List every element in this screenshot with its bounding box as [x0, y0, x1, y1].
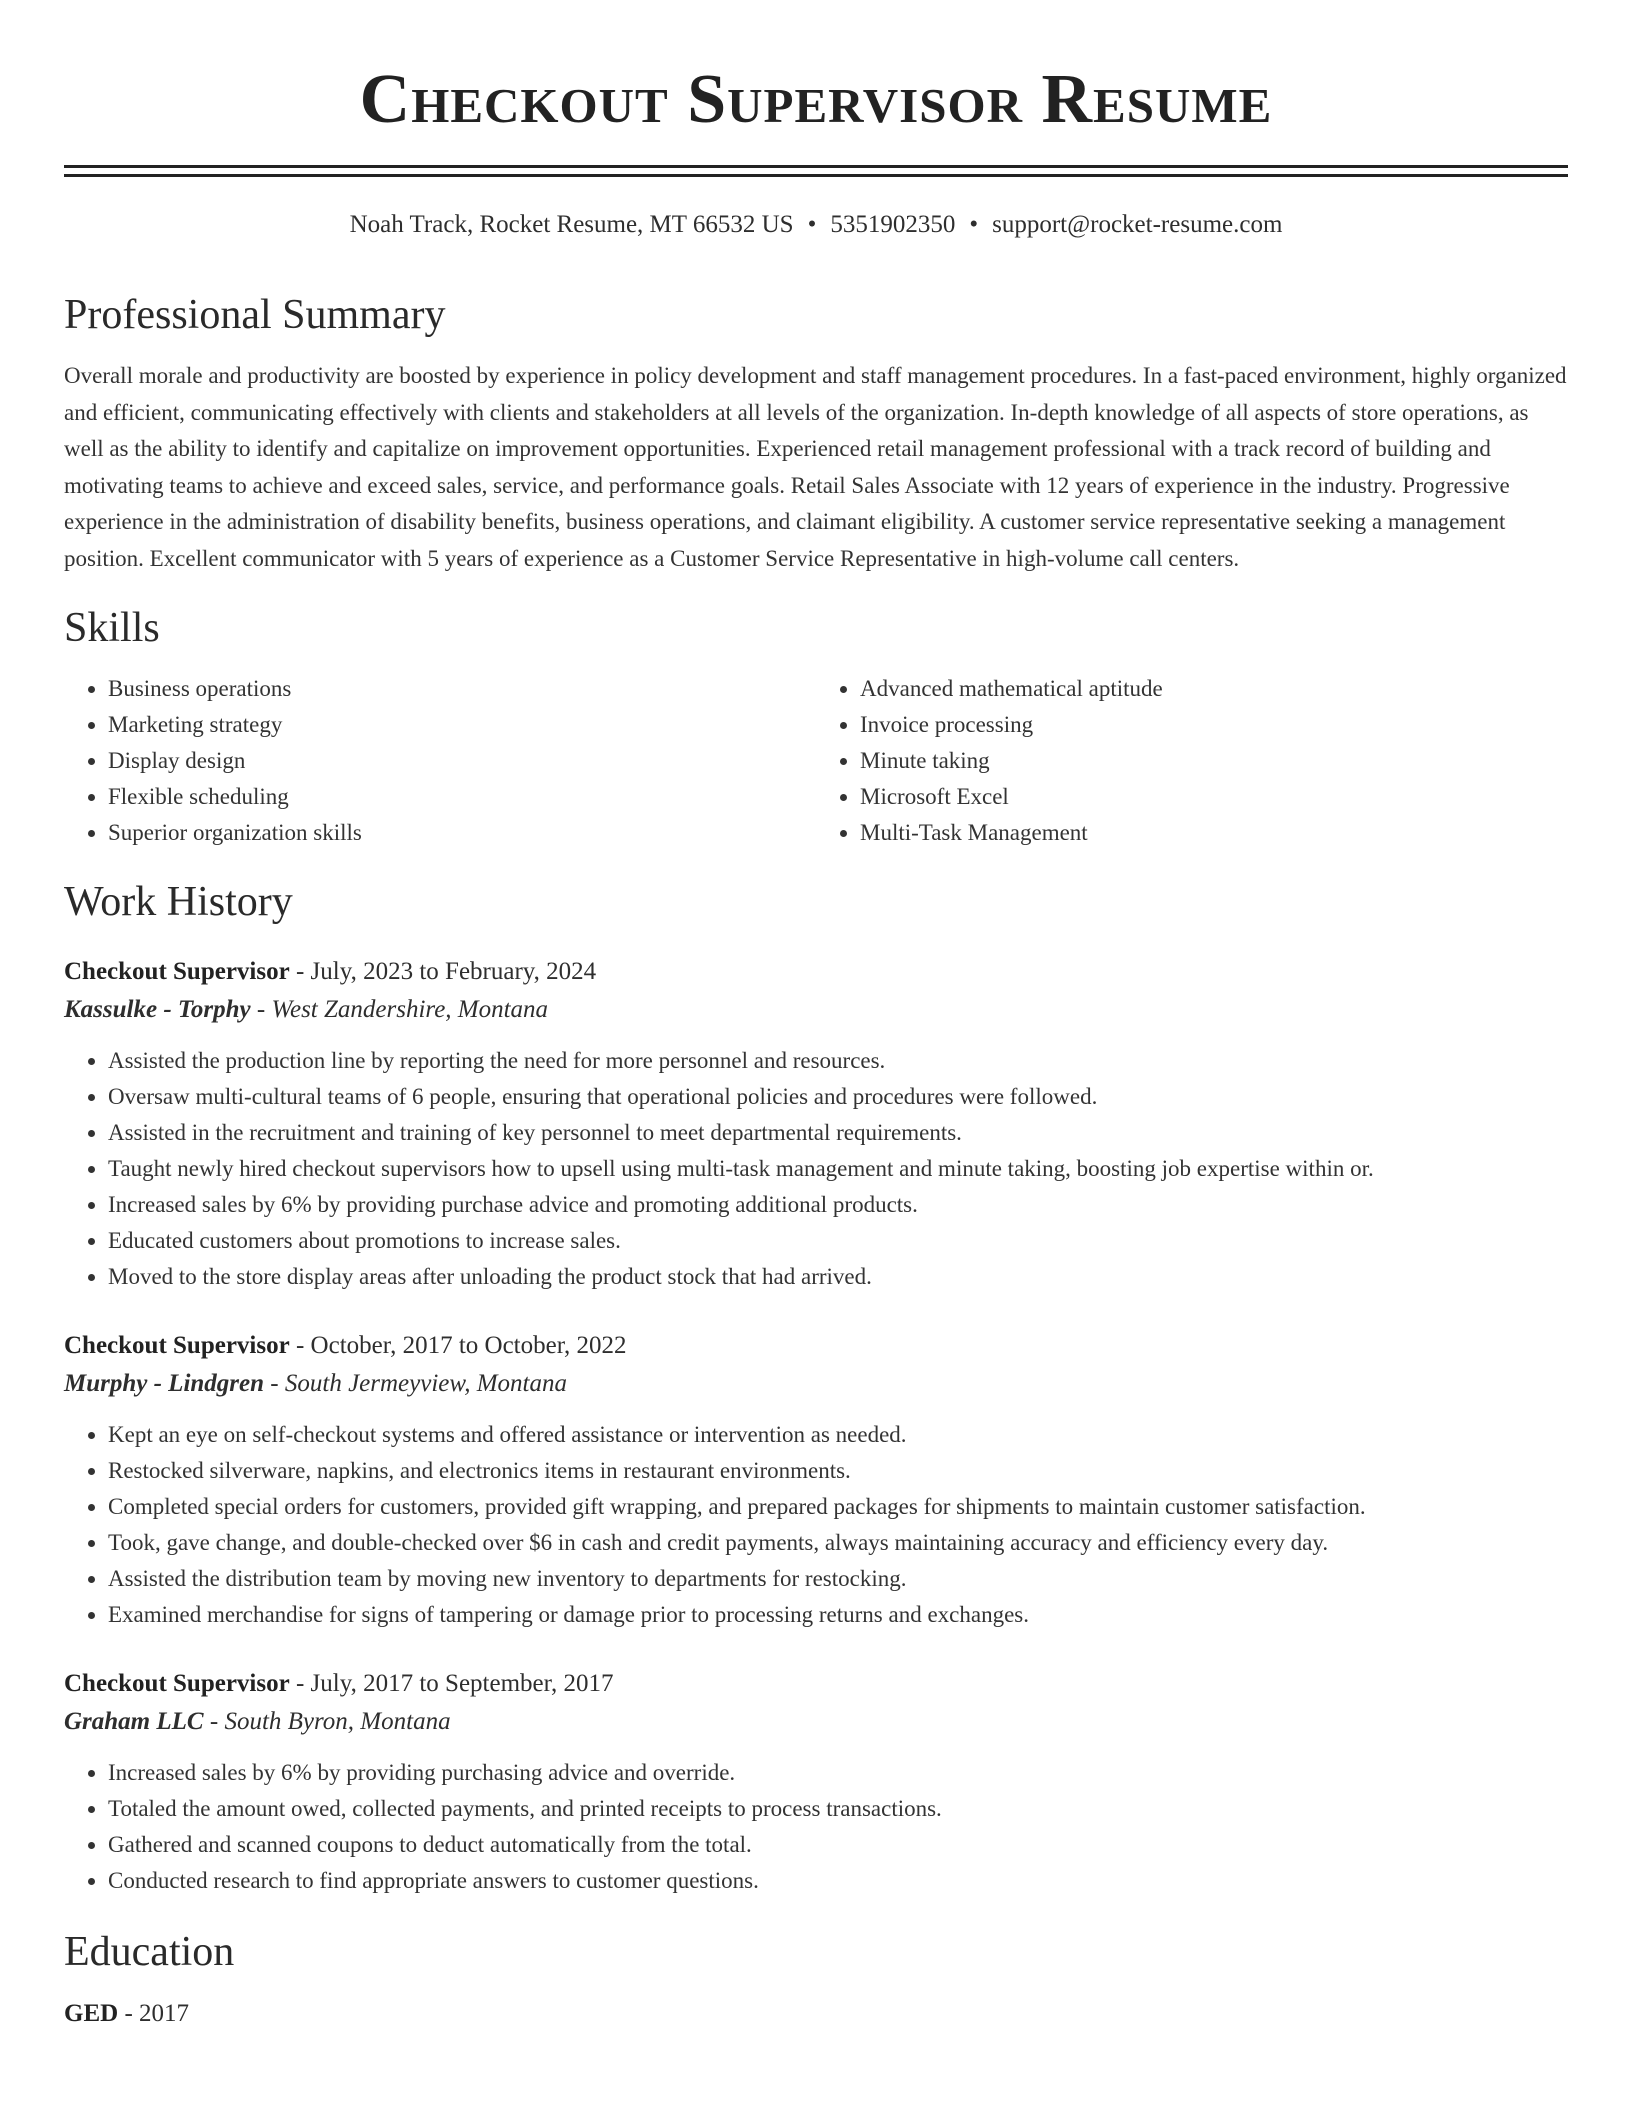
summary-heading: Professional Summary: [64, 292, 446, 338]
resume-page: [64, 0, 1568, 2033]
skill-item: • Advanced mathematical aptitude: [860, 671, 1568, 707]
job-entry: [64, 1665, 1568, 1899]
skill-item: • Superior organization skills: [108, 815, 816, 851]
duty-item: • Gathered and scanned coupons to deduct automatically from the total.: [108, 1827, 1568, 1863]
job-entry: [64, 953, 1568, 1295]
duty-item: • Examined merchandise for signs of tampering or damage prior to processing returns and exchanges.: [108, 1597, 1568, 1633]
skill-item: • Microsoft Excel: [860, 779, 1568, 815]
skills-columns: [64, 671, 1568, 851]
skill-item: • Minute taking: [860, 743, 1568, 779]
job-company: Graham LLC: [64, 1708, 204, 1735]
duty-item: • Assisted the distribution team by moving new inventory to departments for restocking.: [108, 1561, 1568, 1597]
title-divider-top: [64, 165, 1568, 168]
duty-item: • Took, gave change, and double-checked over $6 in cash and credit payments, always maintaining accuracy and efficiency every day.: [108, 1525, 1568, 1561]
job-dash: -: [250, 996, 272, 1023]
duty-item: • Assisted in the recruitment and training of key personnel to meet departmental requirements.: [108, 1115, 1568, 1151]
skill-item: • Flexible scheduling: [108, 779, 816, 815]
duty-item: • Educated customers about promotions to increase sales.: [108, 1223, 1568, 1259]
education-degree: GED: [64, 2000, 119, 2027]
job-dates: October, 2017 to October, 2022: [310, 1332, 627, 1359]
contact-line: [64, 210, 1568, 240]
job-duties: [64, 1417, 1568, 1633]
job-dates: July, 2017 to September, 2017: [310, 1670, 614, 1697]
contact-address: Noah Track, Rocket Resume, MT 66532 US: [349, 211, 794, 238]
job-company: Murphy - Lindgren: [64, 1370, 265, 1397]
job-employer: [64, 991, 1568, 1029]
skill-item: • Marketing strategy: [108, 707, 816, 743]
job-dash: -: [203, 1708, 225, 1735]
skill-item: • Business operations: [108, 671, 816, 707]
duty-item: • Oversaw multi-cultural teams of 6 people, ensuring that operational policies and procedures were followed.: [108, 1079, 1568, 1115]
education-entry: [64, 1995, 1568, 2033]
contact-phone: 5351902350: [830, 211, 956, 238]
job-dash: -: [289, 1332, 311, 1359]
duty-item: • Increased sales by 6% by providing purchase advice and promoting additional products.: [108, 1187, 1568, 1223]
contact-separator: •: [807, 211, 817, 238]
duty-item: • Totaled the amount owed, collected payments, and printed receipts to process transactions.: [108, 1791, 1568, 1827]
skill-item: • Display design: [108, 743, 816, 779]
job-location: South Byron, Montana: [224, 1708, 451, 1735]
duty-item: • Kept an eye on self-checkout systems and offered assistance or intervention as needed.: [108, 1417, 1568, 1453]
summary-text: Overall morale and productivity are boosted by experience in policy development and staff management procedures. In a fast-paced environment, highly organized and efficient, communicating effectively with clients and stakeholders at all levels of the organization. In-depth knowledge of all aspects of store operations, as well as the ability to identify and capitalize on improvement opportunities. Experienced retail management professional with a track record of building and motivating teams to achieve and exceed sales, service, and performance goals. Retail Sales Associate with 12 years of experience in the industry. Progressive experience in the administration of disability benefits, business operations, and claimant eligibility. A customer service representative seeking a management position. Excellent communicator with 5 years of experience as a Customer Service Representative in high-volume call centers.: [64, 363, 1567, 571]
education-dash: -: [118, 2000, 140, 2027]
title-divider-bottom: [64, 174, 1568, 177]
education-year: 2017: [139, 2000, 190, 2027]
skills-list-left: [64, 671, 816, 851]
duty-item: • Conducted research to find appropriate answers to customer questions.: [108, 1863, 1568, 1899]
duty-item: • Completed special orders for customers, provided gift wrapping, and prepared packages for shipments to maintain customer satisfaction.: [108, 1489, 1568, 1525]
job-employer: [64, 1703, 1568, 1741]
contact-separator: •: [969, 211, 979, 238]
job-employer: [64, 1365, 1568, 1403]
job-header: [64, 1327, 1568, 1365]
job-location: West Zandershire, Montana: [271, 996, 549, 1023]
skill-item: • Invoice processing: [860, 707, 1568, 743]
job-title: Checkout Supervisor: [64, 958, 290, 985]
job-dash: -: [289, 958, 311, 985]
job-duties: [64, 1755, 1568, 1899]
job-entry: [64, 1327, 1568, 1633]
duty-item: • Assisted the production line by reporting the need for more personnel and resources.: [108, 1043, 1568, 1079]
resume-title: Checkout Supervisor Resume: [359, 61, 1273, 138]
duty-item: • Moved to the store display areas after unloading the product stock that had arrived.: [108, 1259, 1568, 1295]
education-heading: Education: [64, 1929, 235, 1975]
job-header: [64, 1665, 1568, 1703]
skills-list-right: [816, 671, 1568, 851]
job-dates: July, 2023 to February, 2024: [310, 958, 597, 985]
duty-item: • Taught newly hired checkout supervisors how to upsell using multi-task management and minute taking, boosting job expertise within or.: [108, 1151, 1568, 1187]
job-location: South Jermeyview, Montana: [284, 1370, 567, 1397]
job-dash: -: [264, 1370, 285, 1397]
duty-item: • Increased sales by 6% by providing purchasing advice and override.: [108, 1755, 1568, 1791]
skill-item: • Multi-Task Management: [860, 815, 1568, 851]
work-history-heading: Work History: [64, 879, 293, 925]
skills-heading: Skills: [64, 605, 160, 651]
contact-email: support@rocket-resume.com: [992, 211, 1283, 238]
job-duties: [64, 1043, 1568, 1295]
duty-item: • Restocked silverware, napkins, and electronics items in restaurant environments.: [108, 1453, 1568, 1489]
job-dash: -: [289, 1670, 311, 1697]
job-title: Checkout Supervisor: [64, 1332, 290, 1359]
job-company: Kassulke - Torphy: [64, 996, 251, 1023]
job-title: Checkout Supervisor: [64, 1670, 290, 1697]
job-header: [64, 953, 1568, 991]
